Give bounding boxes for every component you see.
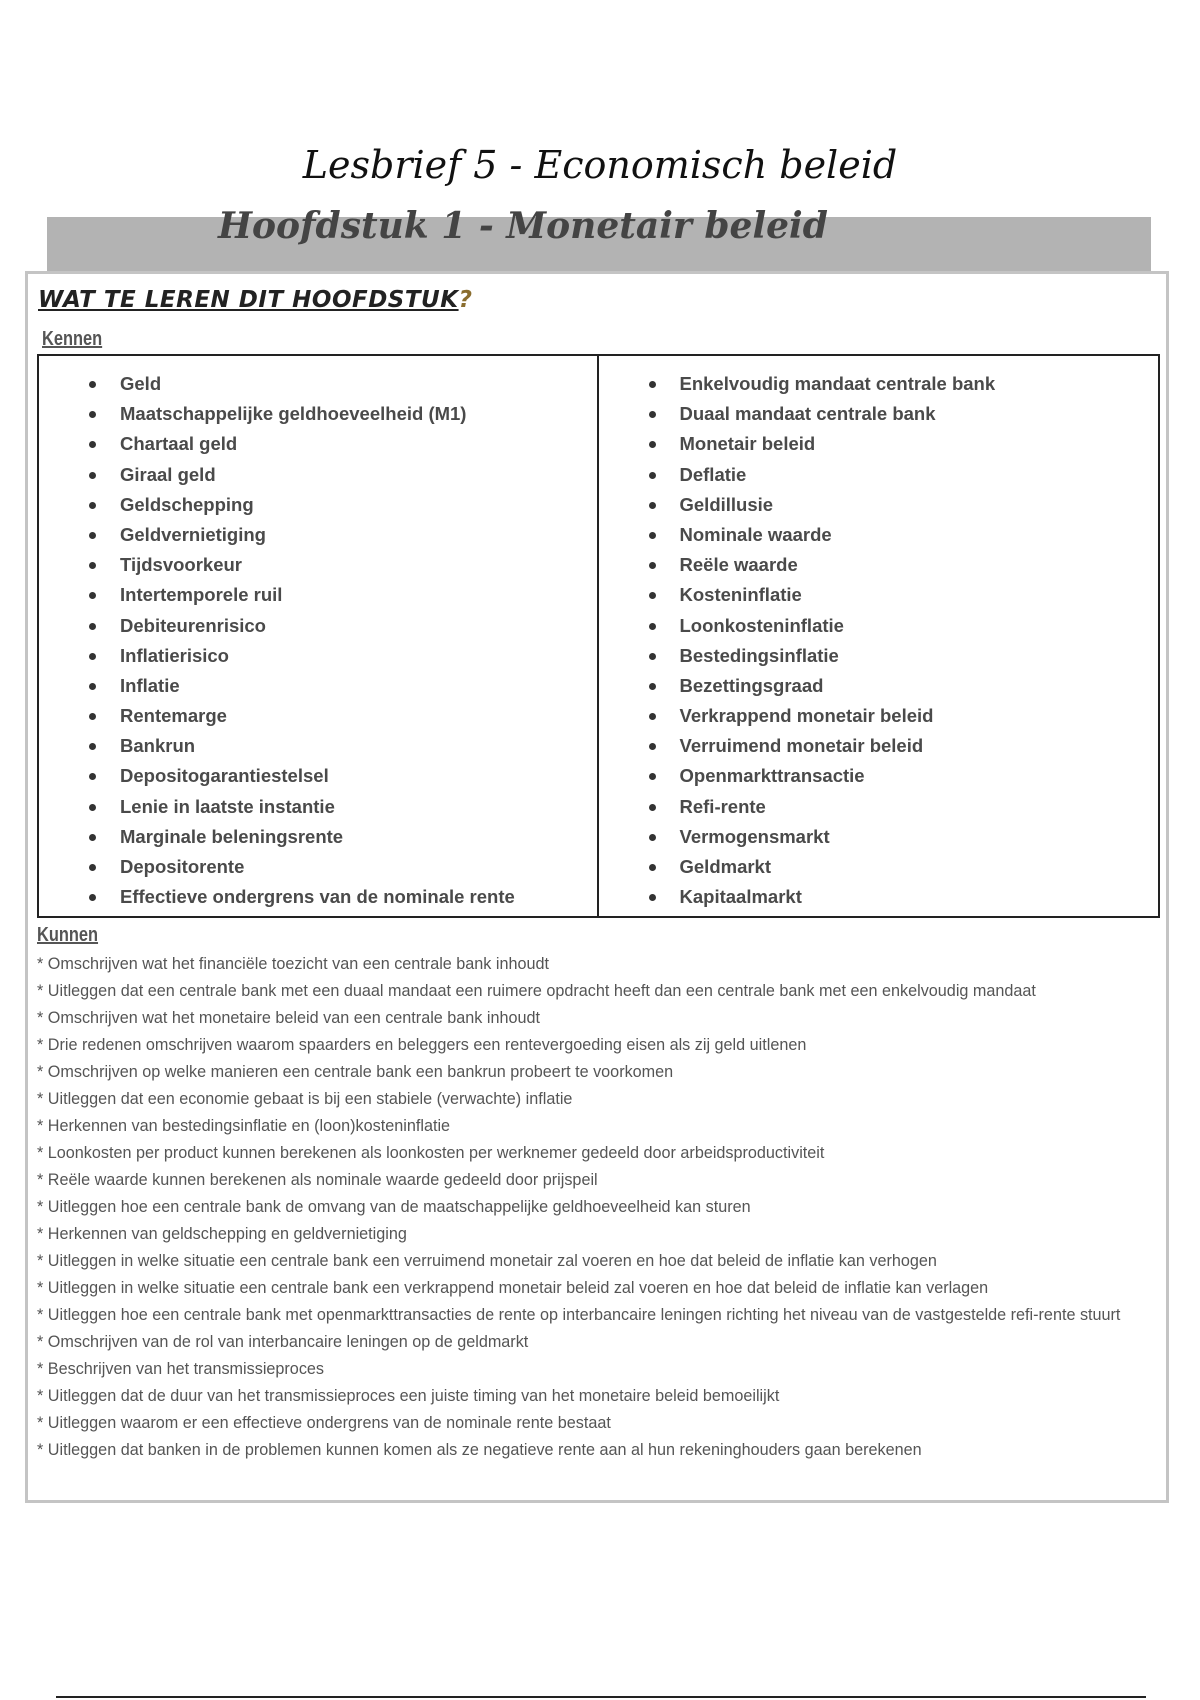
kennen-heading: Kennen (42, 328, 103, 350)
kennen-column-left (39, 356, 599, 916)
kennen-term: Monetair beleid (599, 429, 1159, 459)
kunnen-heading: Kunnen (37, 924, 99, 946)
learn-heading-text: WAT TE LEREN DIT HOOFDSTUK (38, 287, 459, 313)
kunnen-skill: * Beschrijven van het transmissieproces (37, 1360, 325, 1378)
kennen-term: Geld (39, 369, 597, 399)
kennen-term: Vermogensmarkt (599, 822, 1159, 852)
kennen-term: Loonkosteninflatie (599, 611, 1159, 641)
kunnen-skill: * Uitleggen dat een centrale bank met een duaal mandaat een ruimere opdracht heeft dan een centrale bank met een enkelvoudig mandaat (37, 982, 1036, 1000)
kennen-term: Intertemporele ruil (39, 580, 597, 610)
kunnen-skill: * Drie redenen omschrijven waarom spaarders en beleggers een rentevergoeding eisen als zij geld uitlenen (37, 1036, 807, 1054)
kunnen-skill: * Uitleggen in welke situatie een centrale bank een verruimend monetair zal voeren en hoe dat beleid de inflatie kan verhogen (37, 1252, 937, 1270)
kennen-term: Openmarkttransactie (599, 761, 1159, 791)
kunnen-skill: * Uitleggen waarom er een effectieve ondergrens van de nominale rente bestaat (37, 1414, 611, 1432)
kunnen-skill: * Uitleggen dat de duur van het transmissieproces een juiste timing van het monetaire beleid bemoeilijkt (37, 1387, 780, 1405)
kunnen-skill: * Omschrijven wat het financiële toezicht van een centrale bank inhoudt (37, 955, 550, 973)
kennen-column-right (599, 356, 1159, 916)
kennen-term: Tijdsvoorkeur (39, 550, 597, 580)
kennen-term: Maatschappelijke geldhoeveelheid (M1) (39, 399, 597, 429)
kennen-term: Inflatierisico (39, 641, 597, 671)
kennen-term: Inflatie (39, 671, 597, 701)
document-title: Lesbrief 5 - Economisch beleid (302, 143, 898, 187)
kennen-term: Geldillusie (599, 490, 1159, 520)
kennen-term: Enkelvoudig mandaat centrale bank (599, 369, 1159, 399)
kennen-term: Kosteninflatie (599, 580, 1159, 610)
kennen-table (37, 354, 1160, 918)
kennen-term: Nominale waarde (599, 520, 1159, 550)
kennen-term: Geldvernietiging (39, 520, 597, 550)
kennen-term: Bezettingsgraad (599, 671, 1159, 701)
kunnen-list (37, 951, 1157, 1464)
kennen-term: Chartaal geld (39, 429, 597, 459)
kunnen-skill: * Uitleggen hoe een centrale bank de omvang van de maatschappelijke geldhoeveelheid kan sturen (37, 1198, 751, 1216)
kennen-term: Lenie in laatste instantie (39, 792, 597, 822)
kennen-term: Reële waarde (599, 550, 1159, 580)
kunnen-skill: * Reële waarde kunnen berekenen als nominale waarde gedeeld door prijspeil (37, 1171, 598, 1189)
kunnen-skill: * Loonkosten per product kunnen berekenen als loonkosten per werknemer gedeeld door arbeidsproductiviteit (37, 1144, 825, 1162)
kennen-term: Debiteurenrisico (39, 611, 597, 641)
kunnen-skill: * Herkennen van bestedingsinflatie en (loon)kosteninflatie (37, 1117, 451, 1135)
learn-heading (38, 287, 472, 313)
kunnen-skill: * Herkennen van geldschepping en geldvernietiging (37, 1225, 407, 1243)
kennen-term: Duaal mandaat centrale bank (599, 399, 1159, 429)
kennen-term: Giraal geld (39, 460, 597, 490)
kennen-term: Deflatie (599, 460, 1159, 490)
kennen-term: Refi-rente (599, 792, 1159, 822)
kunnen-skill: * Uitleggen hoe een centrale bank met openmarkttransacties de rente op interbancaire leningen richting het niveau van de vastgestelde refi-rente stuurt (37, 1306, 1121, 1324)
kennen-term: Geldschepping (39, 490, 597, 520)
kennen-term: Depositogarantiestelsel (39, 761, 597, 791)
kunnen-skill: * Omschrijven van de rol van interbancaire leningen op de geldmarkt (37, 1333, 529, 1351)
kennen-term: Bankrun (39, 731, 597, 761)
kennen-term: Bestedingsinflatie (599, 641, 1159, 671)
chapter-title: Hoofdstuk 1 - Monetair beleid (218, 205, 828, 247)
kennen-term: Kapitaalmarkt (599, 882, 1159, 912)
kennen-term: Effectieve ondergrens van de nominale rente (39, 882, 597, 912)
kunnen-skill: * Omschrijven wat het monetaire beleid van een centrale bank inhoudt (37, 1009, 541, 1027)
kennen-term: Rentemarge (39, 701, 597, 731)
kennen-list-right (599, 369, 1159, 912)
kennen-term: Verkrappend monetair beleid (599, 701, 1159, 731)
learn-heading-mark: ? (458, 287, 473, 313)
kennen-term: Verruimend monetair beleid (599, 731, 1159, 761)
kunnen-skill: * Uitleggen dat een economie gebaat is bij een stabiele (verwachte) inflatie (37, 1090, 573, 1108)
kunnen-skill: * Uitleggen dat banken in de problemen kunnen komen als ze negatieve rente aan al hun rekeninghouders gaan berekenen (37, 1441, 922, 1459)
kunnen-skill: * Omschrijven op welke manieren een centrale bank een bankrun probeert te voorkomen (37, 1063, 674, 1081)
kennen-term: Geldmarkt (599, 852, 1159, 882)
kunnen-skill: * Uitleggen in welke situatie een centrale bank een verkrappend monetair beleid zal voeren en hoe dat beleid de inflatie kan verlagen (37, 1279, 989, 1297)
kennen-list-left (39, 369, 597, 912)
footer-rule (56, 1696, 1146, 1698)
kennen-term: Depositorente (39, 852, 597, 882)
kennen-term: Marginale beleningsrente (39, 822, 597, 852)
